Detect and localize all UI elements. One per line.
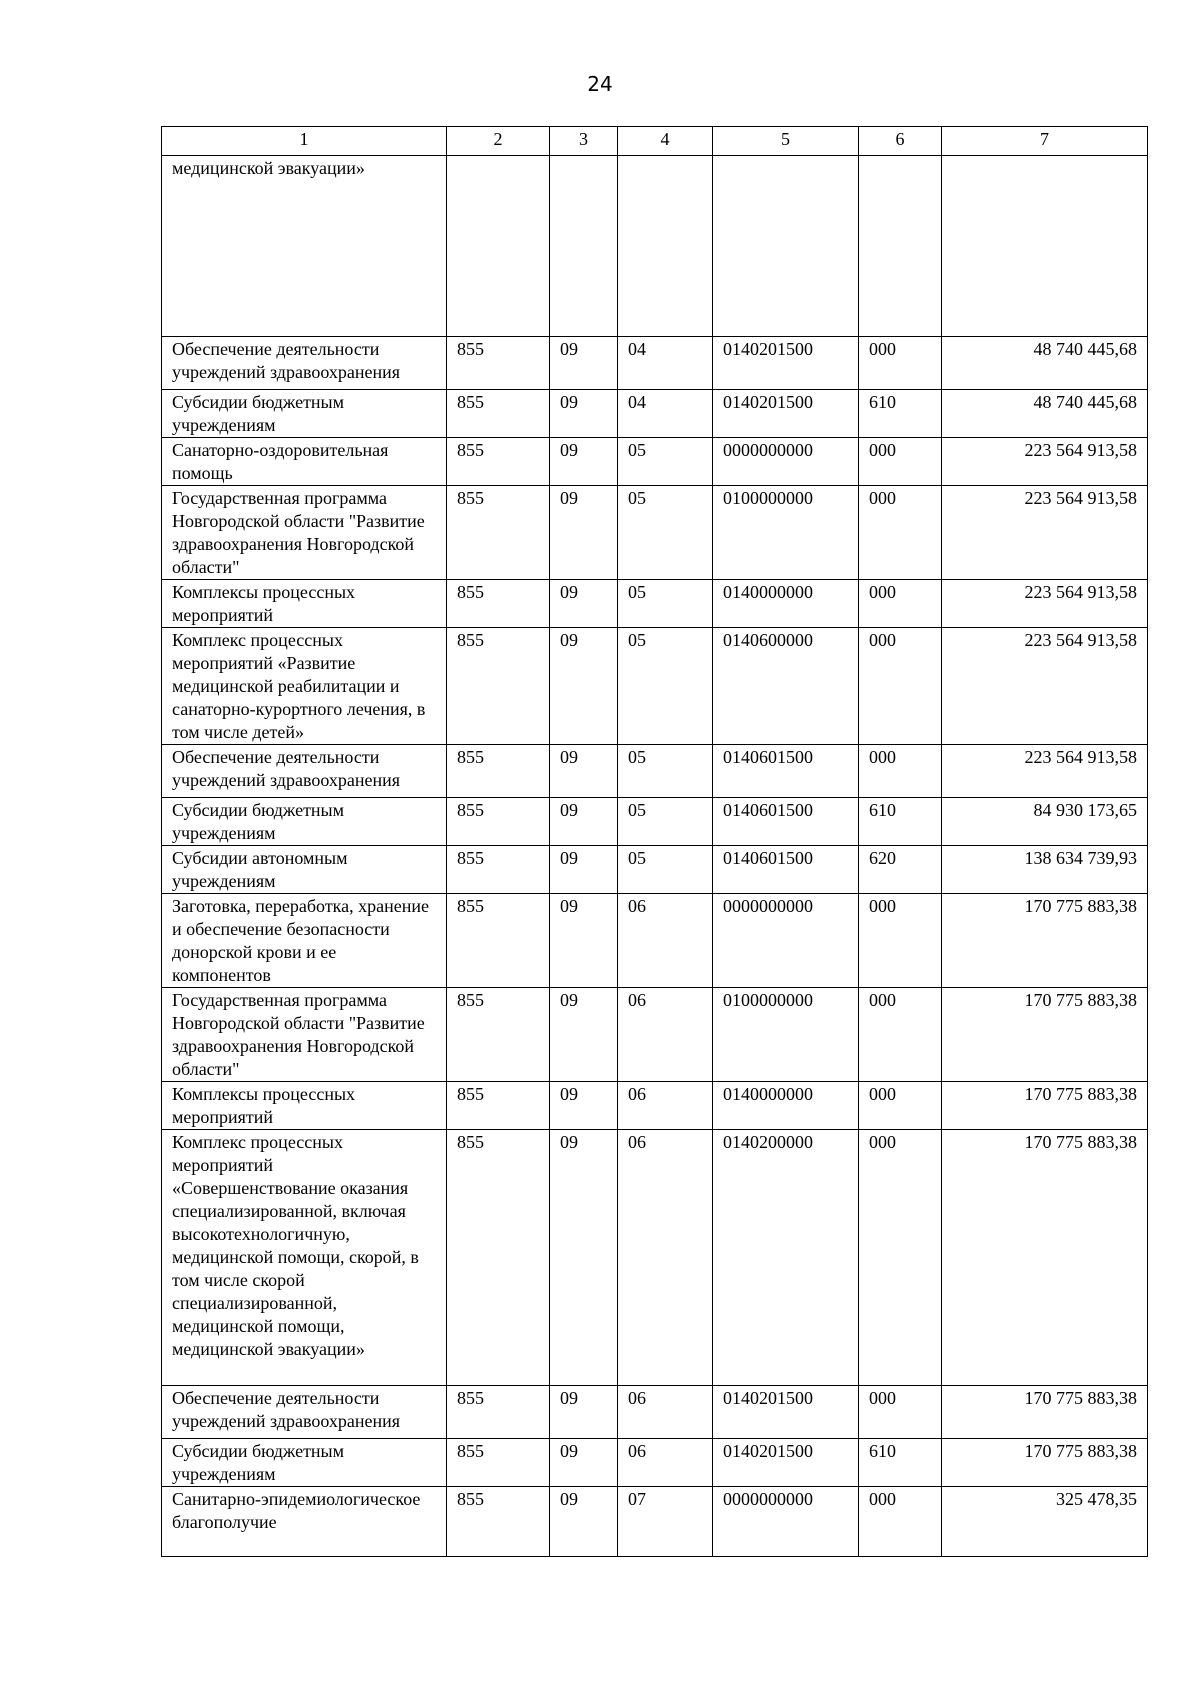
row-expense-type: 000 xyxy=(859,337,942,390)
row-admin-code: 855 xyxy=(447,628,550,745)
row-expense-type: 000 xyxy=(859,894,942,988)
row-name: Санаторно-оздоровительная помощь xyxy=(162,438,447,486)
row-amount: 84 930 173,65 xyxy=(942,798,1148,846)
row-section: 09 xyxy=(550,1130,618,1386)
row-name: Комплексы процессных мероприятий xyxy=(162,1082,447,1130)
row-admin-code: 855 xyxy=(447,1082,550,1130)
row-amount: 170 775 883,38 xyxy=(942,988,1148,1082)
row-section xyxy=(550,156,618,337)
header-cell: 5 xyxy=(713,127,859,156)
row-name: Санитарно-эпидемиологическое благополучие xyxy=(162,1487,447,1557)
row-target-item xyxy=(713,156,859,337)
row-subsection: 05 xyxy=(618,628,713,745)
row-target-item: 0140601500 xyxy=(713,846,859,894)
table-row xyxy=(162,390,1148,438)
row-section: 09 xyxy=(550,1487,618,1557)
row-target-item: 0140201500 xyxy=(713,337,859,390)
row-amount: 170 775 883,38 xyxy=(942,1082,1148,1130)
table-row xyxy=(162,156,1148,337)
row-expense-type: 000 xyxy=(859,1487,942,1557)
table-row xyxy=(162,486,1148,580)
row-amount: 170 775 883,38 xyxy=(942,1386,1148,1439)
row-name: Комплексы процессных мероприятий xyxy=(162,580,447,628)
table-row xyxy=(162,988,1148,1082)
row-amount: 170 775 883,38 xyxy=(942,1439,1148,1487)
row-target-item: 0140201500 xyxy=(713,1386,859,1439)
row-admin-code: 855 xyxy=(447,1130,550,1386)
table-row xyxy=(162,1386,1148,1439)
row-admin-code: 855 xyxy=(447,1439,550,1487)
row-admin-code: 855 xyxy=(447,337,550,390)
row-name: Субсидии бюджетным учреждениям xyxy=(162,1439,447,1487)
row-subsection: 05 xyxy=(618,580,713,628)
row-name: Обеспечение деятельности учреждений здравоохранения xyxy=(162,745,447,798)
row-amount: 48 740 445,68 xyxy=(942,390,1148,438)
row-expense-type xyxy=(859,156,942,337)
row-section: 09 xyxy=(550,894,618,988)
row-amount: 223 564 913,58 xyxy=(942,438,1148,486)
table-row xyxy=(162,798,1148,846)
row-target-item: 0140201500 xyxy=(713,390,859,438)
header-cell: 3 xyxy=(550,127,618,156)
table-row xyxy=(162,580,1148,628)
row-name: Обеспечение деятельности учреждений здравоохранения xyxy=(162,337,447,390)
header-cell: 4 xyxy=(618,127,713,156)
row-target-item: 0000000000 xyxy=(713,438,859,486)
row-section: 09 xyxy=(550,988,618,1082)
row-admin-code: 855 xyxy=(447,486,550,580)
row-name: Заготовка, переработка, хранение и обеспечение безопасности донорской крови и ее компонентов xyxy=(162,894,447,988)
header-cell: 2 xyxy=(447,127,550,156)
row-target-item: 0000000000 xyxy=(713,1487,859,1557)
row-subsection xyxy=(618,156,713,337)
row-target-item: 0140601500 xyxy=(713,798,859,846)
row-expense-type: 610 xyxy=(859,390,942,438)
row-section: 09 xyxy=(550,390,618,438)
table-body xyxy=(162,156,1148,1557)
row-target-item: 0140201500 xyxy=(713,1439,859,1487)
row-target-item: 0000000000 xyxy=(713,894,859,988)
row-name: Субсидии бюджетным учреждениям xyxy=(162,798,447,846)
row-expense-type: 000 xyxy=(859,1130,942,1386)
row-admin-code: 855 xyxy=(447,894,550,988)
row-amount: 223 564 913,58 xyxy=(942,628,1148,745)
row-name: Государственная программа Новгородской области "Развитие здравоохранения Новгородской области" xyxy=(162,988,447,1082)
row-subsection: 06 xyxy=(618,1082,713,1130)
row-name: медицинской эвакуации» xyxy=(162,156,447,337)
row-subsection: 05 xyxy=(618,438,713,486)
row-amount: 223 564 913,58 xyxy=(942,486,1148,580)
row-admin-code xyxy=(447,156,550,337)
row-expense-type: 000 xyxy=(859,1082,942,1130)
row-admin-code: 855 xyxy=(447,438,550,486)
row-section: 09 xyxy=(550,438,618,486)
row-target-item: 0140000000 xyxy=(713,580,859,628)
row-section: 09 xyxy=(550,745,618,798)
row-subsection: 05 xyxy=(618,486,713,580)
budget-table xyxy=(161,126,1148,1557)
row-name: Субсидии бюджетным учреждениям xyxy=(162,390,447,438)
row-amount: 223 564 913,58 xyxy=(942,580,1148,628)
row-section: 09 xyxy=(550,1386,618,1439)
page-number: 24 xyxy=(587,72,613,96)
row-admin-code: 855 xyxy=(447,846,550,894)
row-target-item: 0100000000 xyxy=(713,988,859,1082)
row-expense-type: 000 xyxy=(859,1386,942,1439)
row-admin-code: 855 xyxy=(447,798,550,846)
row-expense-type: 000 xyxy=(859,745,942,798)
table-row xyxy=(162,337,1148,390)
row-subsection: 05 xyxy=(618,846,713,894)
row-amount xyxy=(942,156,1148,337)
row-subsection: 06 xyxy=(618,1386,713,1439)
row-target-item: 0100000000 xyxy=(713,486,859,580)
row-admin-code: 855 xyxy=(447,1487,550,1557)
row-target-item: 0140200000 xyxy=(713,1130,859,1386)
row-section: 09 xyxy=(550,580,618,628)
row-admin-code: 855 xyxy=(447,745,550,798)
row-name: Государственная программа Новгородской области "Развитие здравоохранения Новгородской области" xyxy=(162,486,447,580)
table-row xyxy=(162,1082,1148,1130)
table-row xyxy=(162,1487,1148,1557)
row-amount: 48 740 445,68 xyxy=(942,337,1148,390)
row-amount: 170 775 883,38 xyxy=(942,894,1148,988)
row-expense-type: 610 xyxy=(859,798,942,846)
row-subsection: 06 xyxy=(618,894,713,988)
row-subsection: 06 xyxy=(618,988,713,1082)
row-name: Субсидии автономным учреждениям xyxy=(162,846,447,894)
row-expense-type: 620 xyxy=(859,846,942,894)
table-row xyxy=(162,745,1148,798)
row-section: 09 xyxy=(550,337,618,390)
row-subsection: 04 xyxy=(618,390,713,438)
row-section: 09 xyxy=(550,798,618,846)
row-admin-code: 855 xyxy=(447,988,550,1082)
header-cell: 6 xyxy=(859,127,942,156)
row-expense-type: 610 xyxy=(859,1439,942,1487)
table-header xyxy=(162,127,1148,156)
row-admin-code: 855 xyxy=(447,580,550,628)
row-name: Комплекс процессных мероприятий «Развитие медицинской реабилитации и санаторно-курортного лечения, в том числе детей» xyxy=(162,628,447,745)
table-row xyxy=(162,438,1148,486)
table-row xyxy=(162,846,1148,894)
row-subsection: 05 xyxy=(618,798,713,846)
header-cell: 1 xyxy=(162,127,447,156)
table-row xyxy=(162,1130,1148,1386)
row-name: Комплекс процессных мероприятий «Совершенствование оказания специализированной, включая высокотехнологичную, медицинской помощи, скорой, в том числе скорой специализированной, медицинской помощи, медицинской эвакуации» xyxy=(162,1130,447,1386)
row-section: 09 xyxy=(550,1439,618,1487)
header-row xyxy=(162,127,1148,156)
row-section: 09 xyxy=(550,1082,618,1130)
row-expense-type: 000 xyxy=(859,486,942,580)
table-row xyxy=(162,1439,1148,1487)
row-target-item: 0140000000 xyxy=(713,1082,859,1130)
row-admin-code: 855 xyxy=(447,1386,550,1439)
row-amount: 138 634 739,93 xyxy=(942,846,1148,894)
header-cell: 7 xyxy=(942,127,1148,156)
table-row xyxy=(162,894,1148,988)
row-section: 09 xyxy=(550,846,618,894)
row-amount: 223 564 913,58 xyxy=(942,745,1148,798)
row-name: Обеспечение деятельности учреждений здравоохранения xyxy=(162,1386,447,1439)
row-admin-code: 855 xyxy=(447,390,550,438)
row-expense-type: 000 xyxy=(859,988,942,1082)
table-row xyxy=(162,628,1148,745)
row-expense-type: 000 xyxy=(859,580,942,628)
row-subsection: 07 xyxy=(618,1487,713,1557)
row-section: 09 xyxy=(550,628,618,745)
row-section: 09 xyxy=(550,486,618,580)
row-amount: 170 775 883,38 xyxy=(942,1130,1148,1386)
row-target-item: 0140601500 xyxy=(713,745,859,798)
row-subsection: 06 xyxy=(618,1130,713,1386)
row-amount: 325 478,35 xyxy=(942,1487,1148,1557)
row-target-item: 0140600000 xyxy=(713,628,859,745)
row-subsection: 05 xyxy=(618,745,713,798)
row-subsection: 04 xyxy=(618,337,713,390)
row-expense-type: 000 xyxy=(859,438,942,486)
row-subsection: 06 xyxy=(618,1439,713,1487)
row-expense-type: 000 xyxy=(859,628,942,745)
